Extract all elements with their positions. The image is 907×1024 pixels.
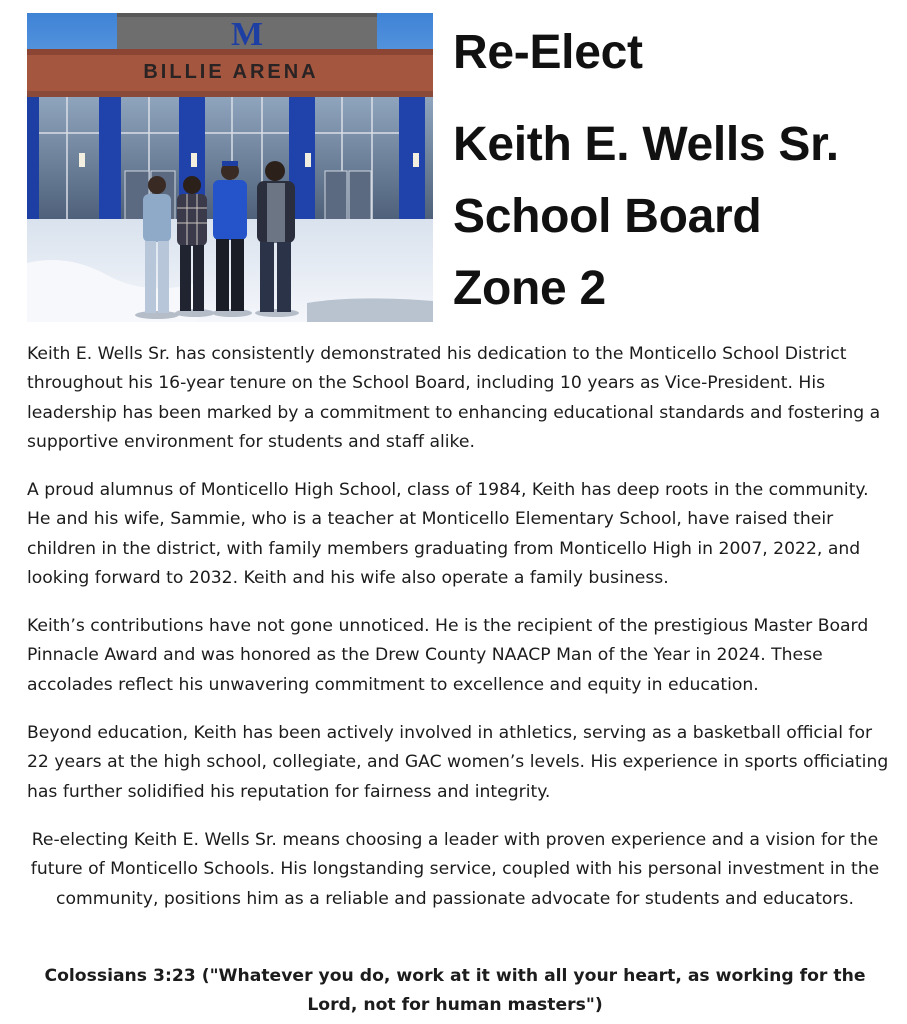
arena-logo: M xyxy=(230,16,264,53)
headline-candidate-name: Keith E. Wells Sr. xyxy=(453,118,839,171)
bio-paragraph-roots: A proud alumnus of Monticello High School, class of 1984, Keith has deep roots in the community. He and his wife, Sammie, who is a teacher at Monticello Elementary School, have raised their children in the district, with family members graduating from Monticello High in 2007, 2022, and looking forward to 2032. Keith and his wife also operate a family business. xyxy=(27,480,869,589)
scripture-verse: Colossians 3:23 ("Whatever you do, work at it with all your heart, as working for the Lord, not for human masters") xyxy=(44,966,866,1016)
headline-office: School Board xyxy=(453,190,762,243)
bio-paragraph-tenure: Keith E. Wells Sr. has consistently demonstrated his dedication to the Monticello School District throughout his 16-year tenure on the School Board, including 10 years as Vice-President. His leadership has been marked by a commitment to enhancing educational standards and fostering a supportive environment for students and staff alike. xyxy=(27,344,881,453)
closing-paragraph: Re-electing Keith E. Wells Sr. means choosing a leader with proven experience and a vision for the future of Monticello Schools. His longstanding service, coupled with his personal investment in the community, positions him as a reliable and passionate advocate for students and educators. xyxy=(30,830,880,909)
campaign-photo xyxy=(27,13,433,322)
bio-paragraph-athletics: Beyond education, Keith has been actively involved in athletics, serving as a basketball official for 22 years at the high school, collegiate, and GAC women’s levels. His experience in sports officiating has further solidified his reputation for fairness and integrity. xyxy=(27,723,889,802)
arena-family-photo xyxy=(27,13,433,322)
headline-re-elect: Re-Elect xyxy=(453,26,643,79)
bio-paragraph-awards: Keith’s contributions have not gone unnoticed. He is the recipient of the prestigious Master Board Pinnacle Award and was honored as the Drew County NAACP Man of the Year in 2024. These accolades reflect his unwavering commitment to excellence and equity in education. xyxy=(27,616,869,695)
arena-sign: BILLIE ARENA xyxy=(143,61,319,83)
headline-zone: Zone 2 xyxy=(453,262,606,315)
